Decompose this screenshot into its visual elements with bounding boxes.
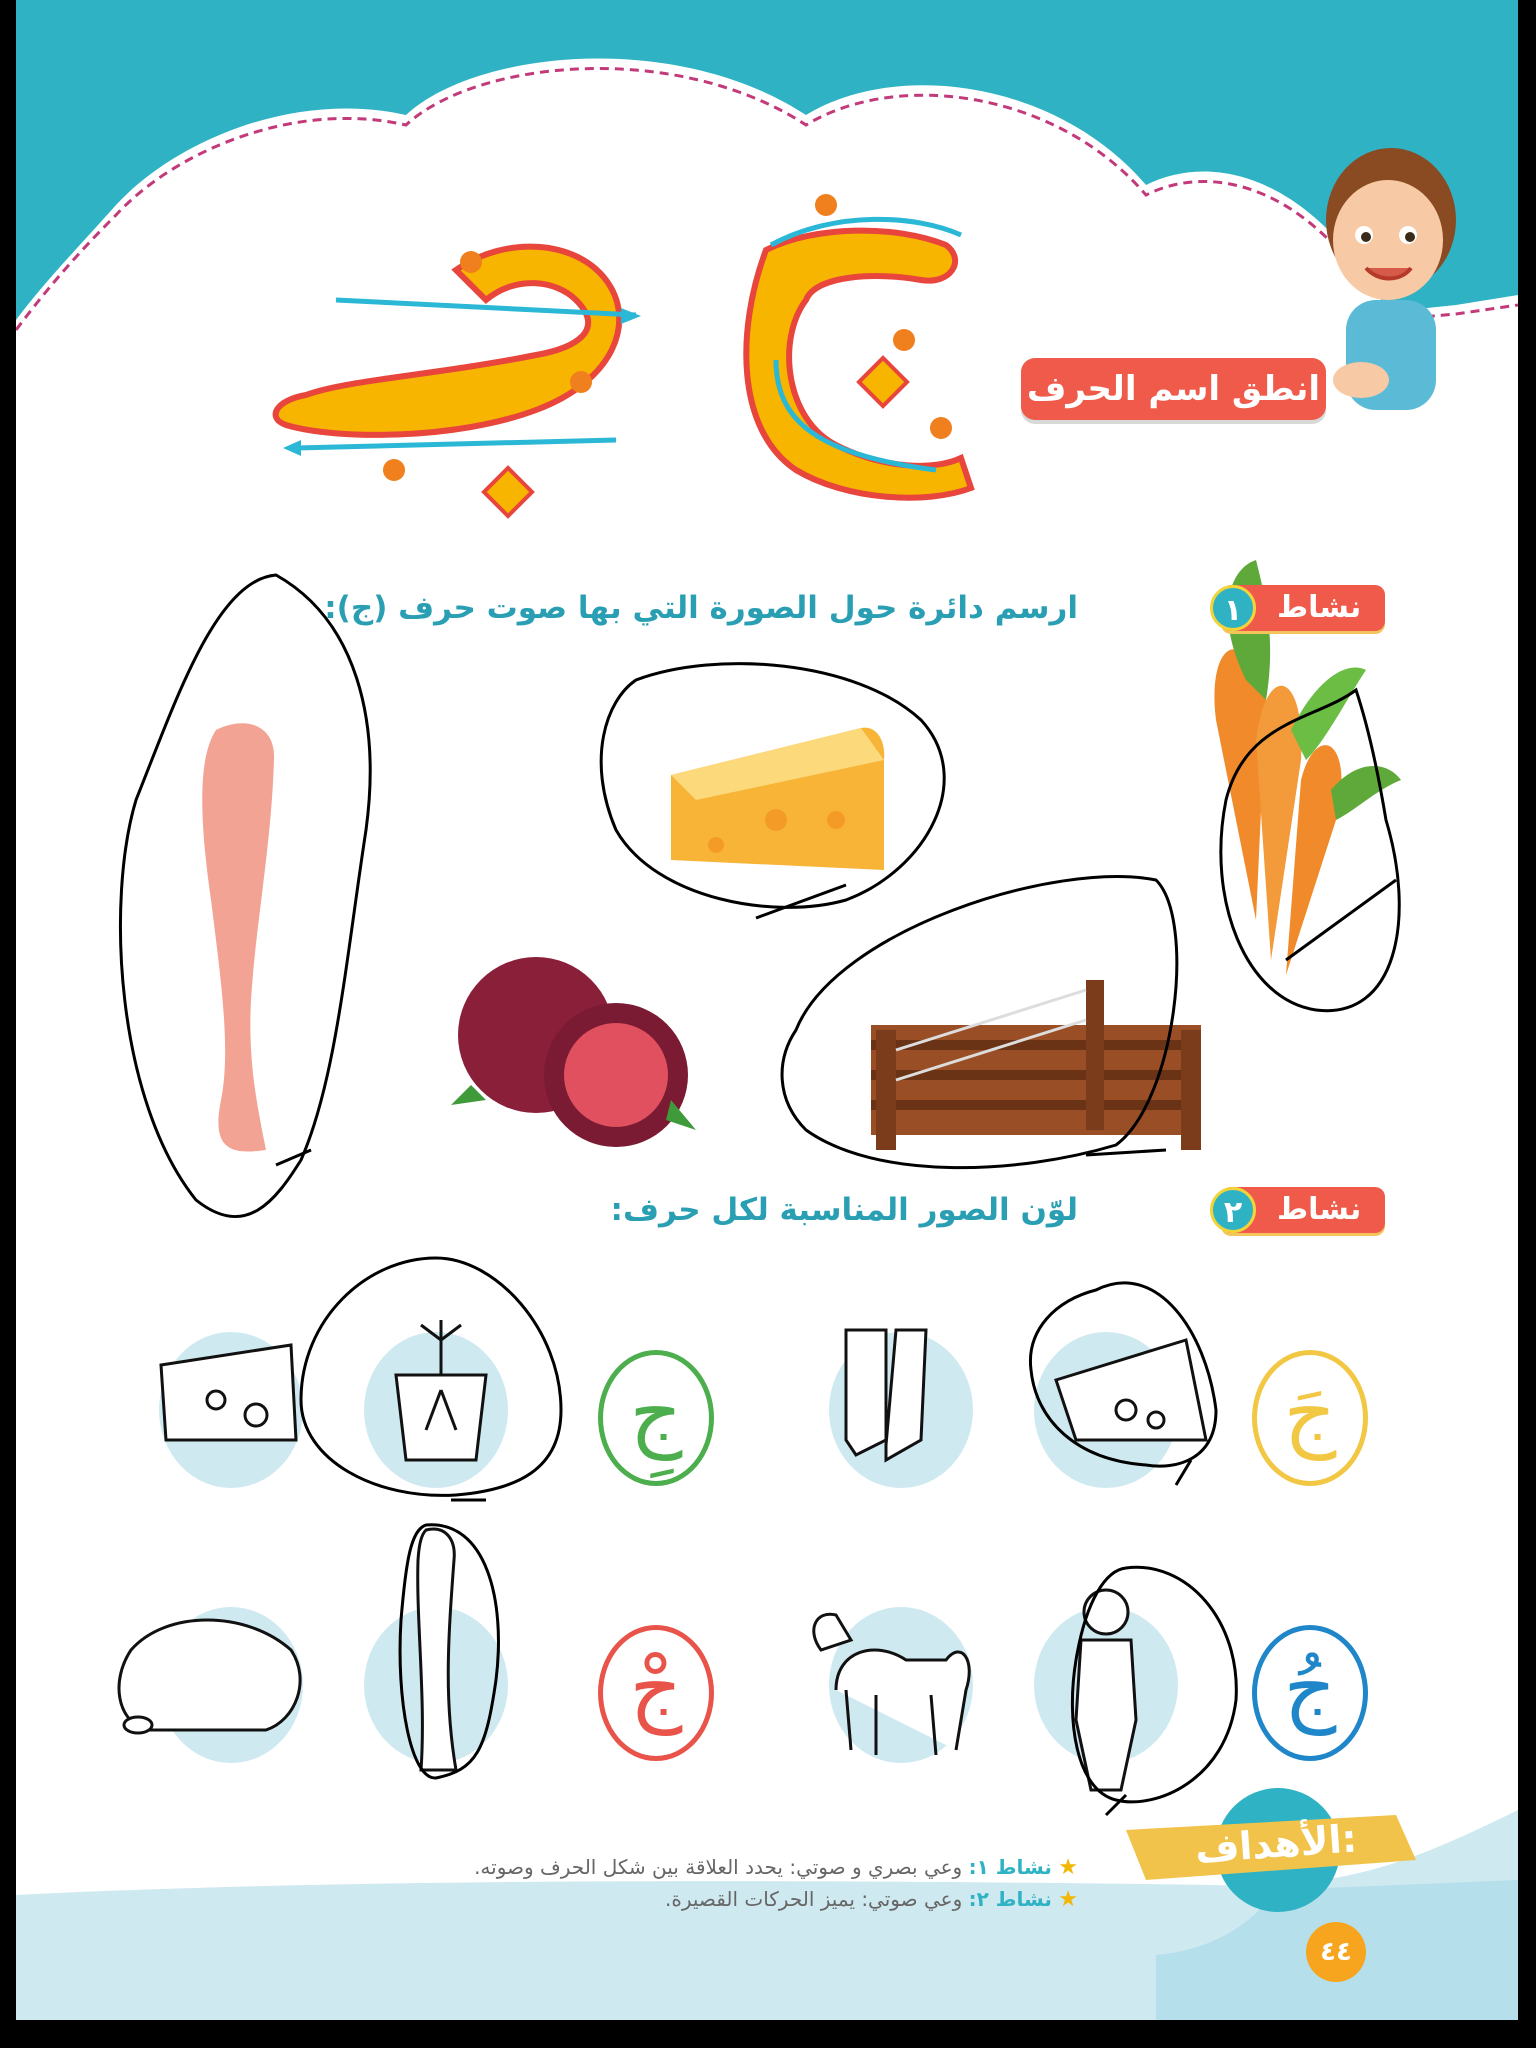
leg-picture [202, 723, 274, 1151]
letter-circle-fatha: جَ [1252, 1350, 1368, 1486]
workbook-page [16, 0, 1518, 2020]
activity1-instruction: ارسم دائرة حول الصورة التي بها صوت حرف (ج): [324, 590, 1078, 626]
bridge-picture [871, 980, 1201, 1150]
star-icon: ★ [1058, 1887, 1078, 1912]
activity1-badge-label: نشاط [1277, 590, 1362, 625]
letter-initial-form-art [276, 247, 641, 516]
pomegranate-picture [451, 957, 696, 1147]
letter-circle-kasra: جِ [598, 1350, 714, 1486]
objective-2-text: وعي صوتي: يميز الحركات القصيرة. [664, 1887, 969, 1911]
letter-circle-sukun: جْ [598, 1625, 714, 1761]
activity2-instruction: لوّن الصور المناسبة لكل حرف: [610, 1192, 1078, 1228]
page-number: ٤٤ [1320, 1937, 1352, 1967]
objective-line-1 [474, 1855, 1078, 1880]
cheese-picture [671, 728, 884, 870]
objective-1-label: نشاط ١: [968, 1855, 1052, 1879]
activity1-number: ١ [1210, 585, 1256, 631]
hand-drawn-marks [120, 575, 1399, 1217]
objectives-title: الأهداف: [1193, 1816, 1359, 1872]
objective-1-text: وعي بصري و صوتي: يحدد العلاقة بين شكل الحرف وصوته. [474, 1855, 969, 1879]
star-icon: ★ [1058, 1855, 1078, 1880]
activity2-number: ٢ [1210, 1187, 1256, 1233]
letter-isolated-form-art [746, 194, 971, 498]
activity2-badge-label: نشاط [1277, 1192, 1362, 1227]
objective-line-2 [665, 1887, 1078, 1912]
objective-2-label: نشاط ٢: [968, 1887, 1052, 1911]
letter-circle-damma: جُ [1252, 1625, 1368, 1761]
pronounce-letter-label: انطق اسم الحرف [1021, 358, 1326, 420]
